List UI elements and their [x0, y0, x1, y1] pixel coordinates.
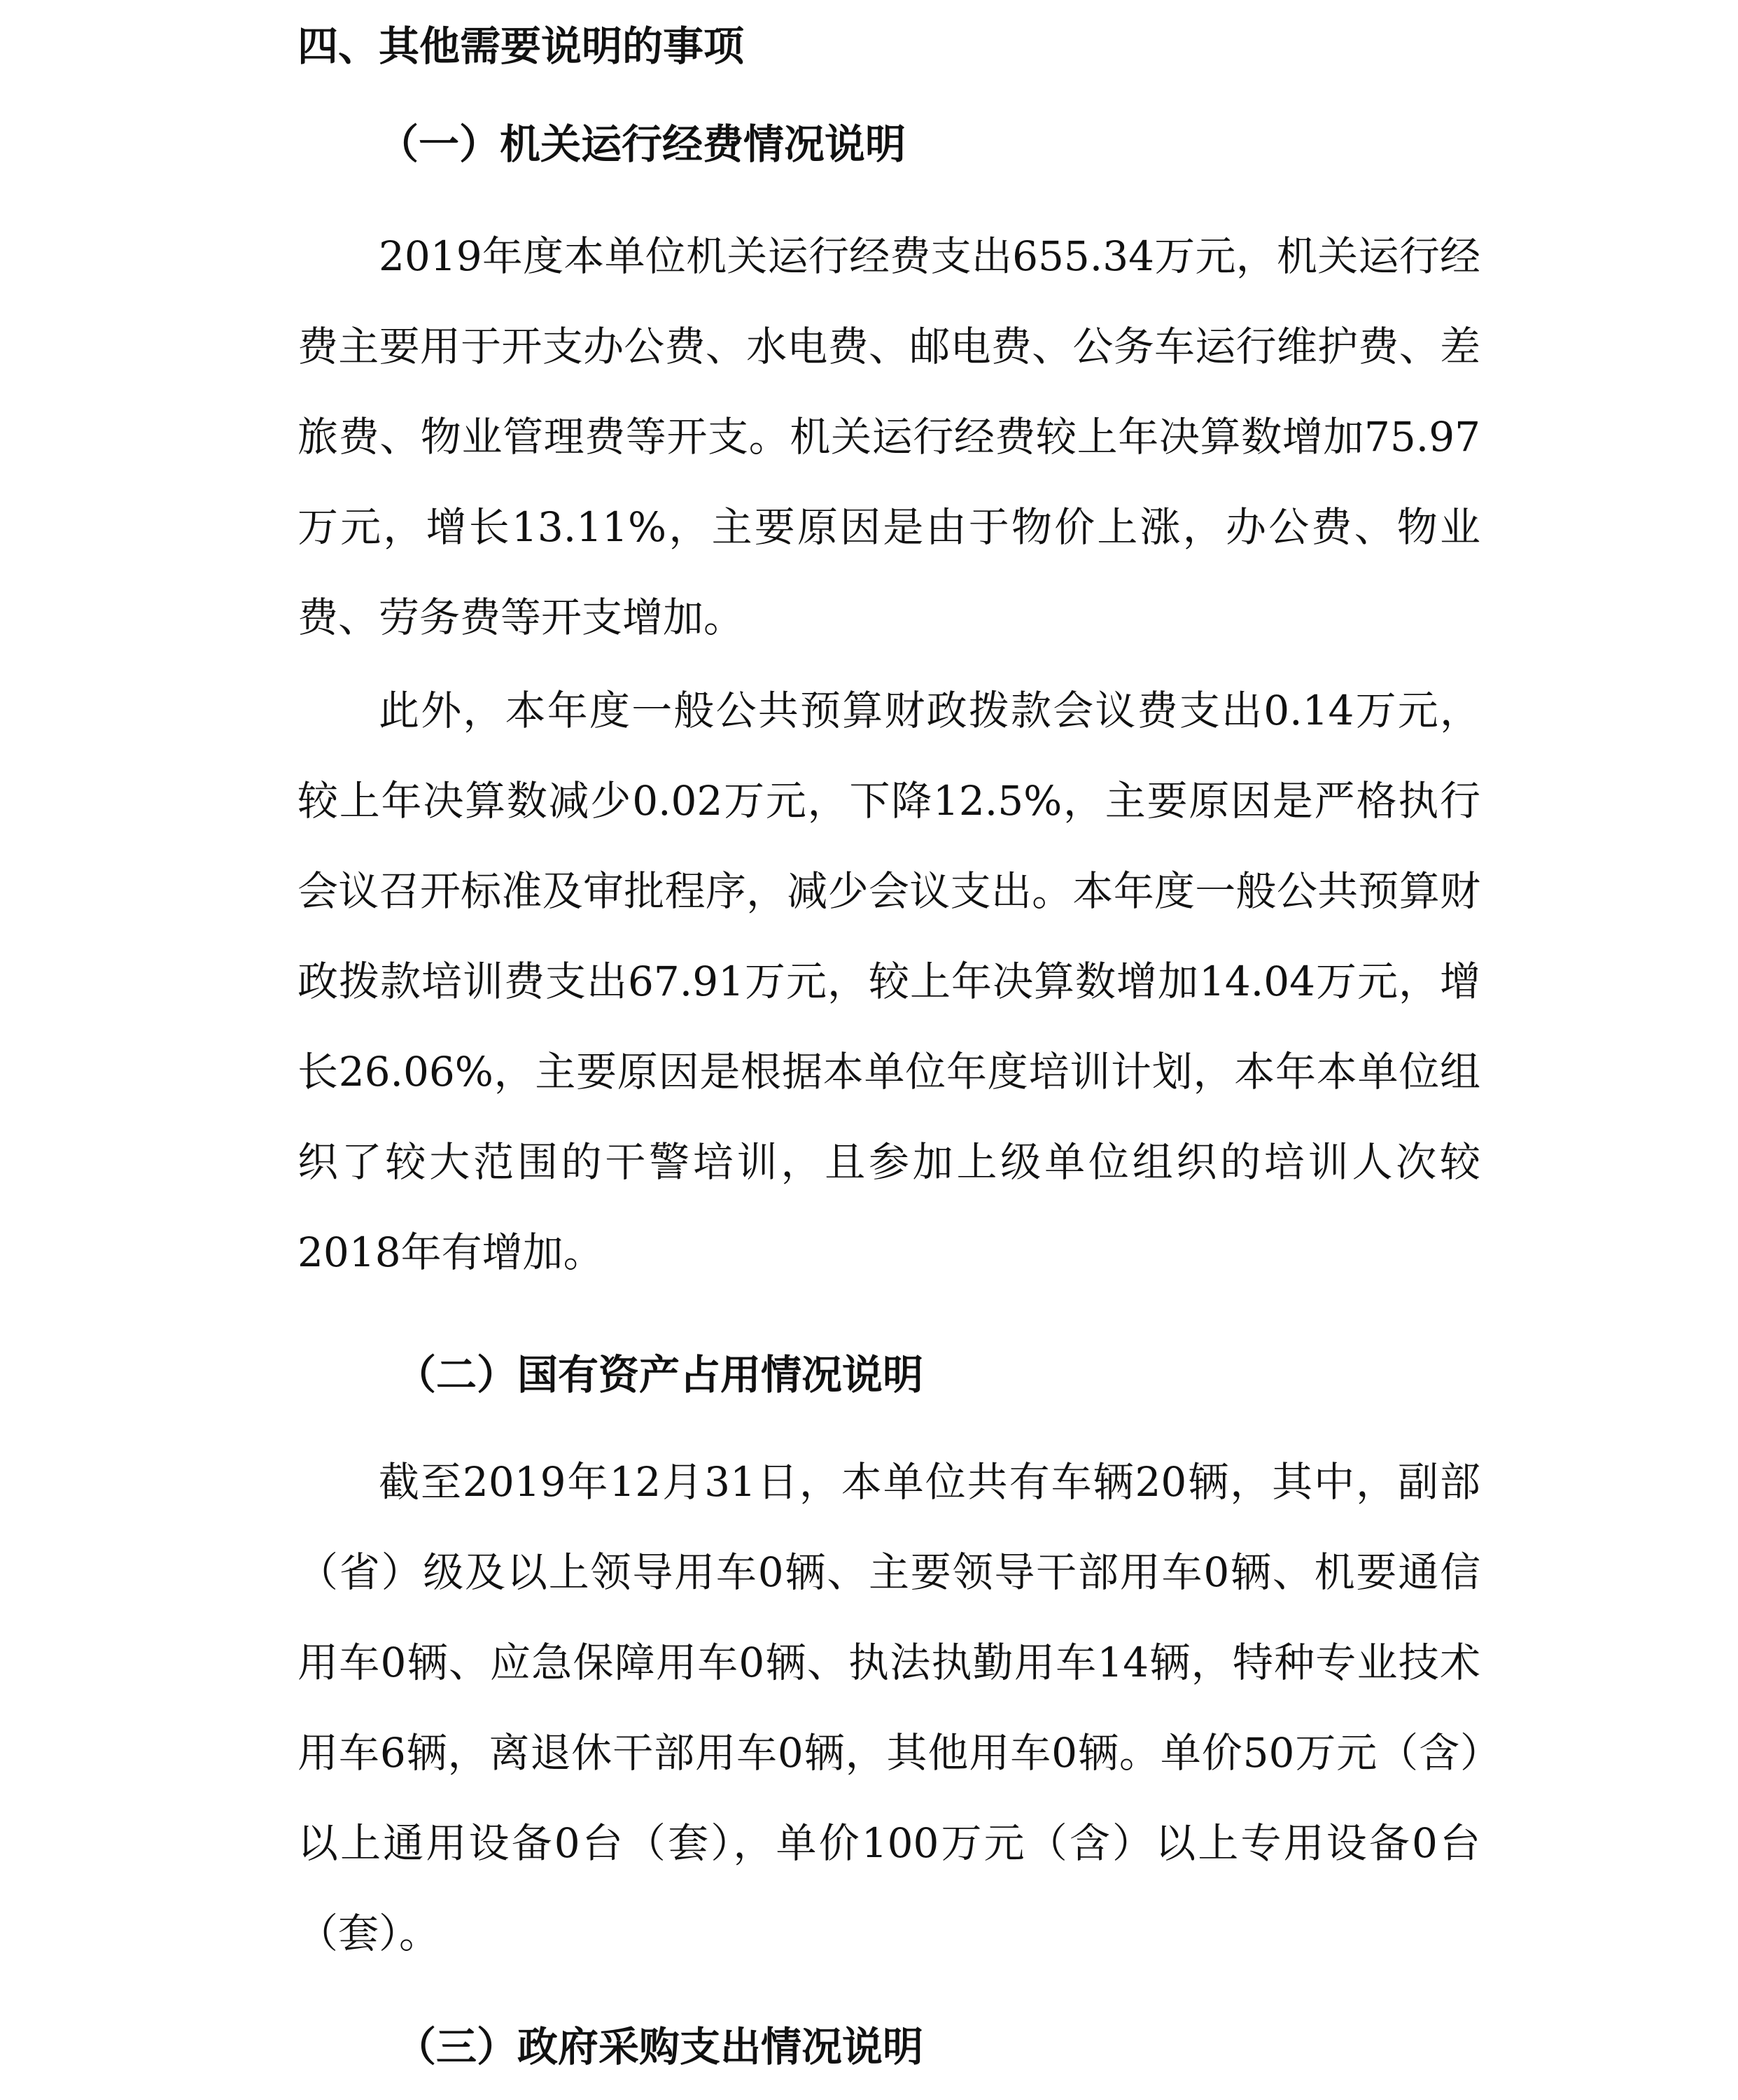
main-heading: 四、其他需要说明的事项	[297, 22, 745, 70]
section-1-heading: （一）机关运行经费情况说明	[378, 120, 906, 168]
section-3-heading: （三）政府采购支出情况说明	[395, 2023, 924, 2071]
section-1-paragraph-1: 2019年度本单位机关运行经费支出655.34万元，机关运行经费主要用于开支办公费、水电费、邮电费、公务车运行维护费、差旅费、物业管理费等开支。机关运行经费较上年决算数增加75.97万元，增长13.11%，主要原因是由于物价上涨，办公费、物业费、劳务费等开支增加。	[297, 232, 1480, 641]
section-1-paragraph-2: 此外，本年度一般公共预算财政拨款会议费支出0.14万元，较上年决算数减少0.02万元，下降12.5%，主要原因是严格执行会议召开标准及审批程序，减少会议支出。本年度一般公共预算财政拨款培训费支出67.91万元，较上年决算数增加14.04万元，增长26.06%，主要原因是根据本单位年度培训计划，本年本单位组织了较大范围的干警培训，且参加上级单位组织的培训人次较2018年有增加。	[297, 687, 1480, 1276]
section-2-heading: （二）国有资产占用情况说明	[395, 1351, 924, 1399]
section-2-paragraph-1: 截至2019年12月31日，本单位共有车辆20辆，其中，副部（省）级及以上领导用车0辆、主要领导干部用车0辆、机要通信用车0辆、应急保障用车0辆、执法执勤用车14辆，特种专业技术用车6辆，离退休干部用车0辆，其他用车0辆。单价50万元（含）以上通用设备0台（套），单价100万元（含）以上专用设备0台（套）。	[297, 1458, 1480, 1957]
